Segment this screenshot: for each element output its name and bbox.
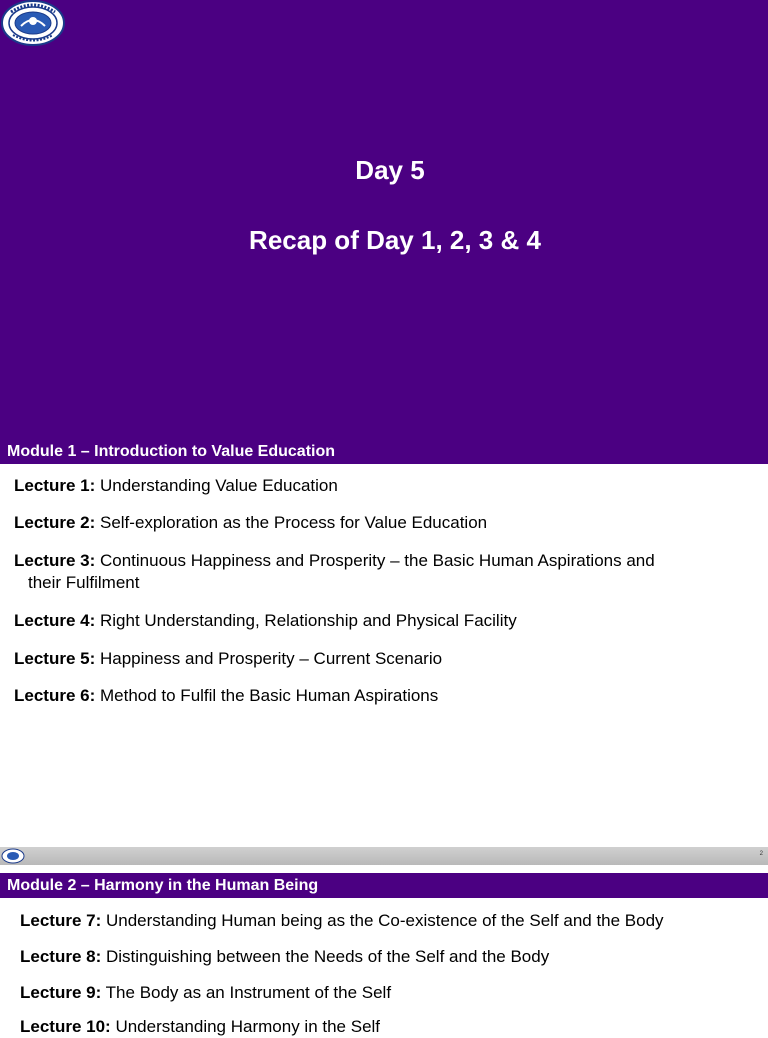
lecture-title: Continuous Happiness and Prosperity – the Basic Human Aspirations and: [99, 551, 655, 570]
lecture-label: Lecture 6:: [14, 686, 96, 705]
lecture-item: [14, 512, 759, 534]
university-seal-logo: [1, 0, 65, 46]
lecture-title: Understanding Human being as the Co-existence of the Self and the Body: [105, 911, 664, 930]
lecture-label: Lecture 5:: [14, 649, 96, 668]
lecture-item: [14, 685, 759, 707]
lecture-item: [20, 910, 765, 932]
lecture-item: [20, 1016, 765, 1038]
module-1-header: Module 1 – Introduction to Value Education: [0, 440, 768, 464]
lecture-item: [20, 982, 765, 1004]
lecture-title: Right Understanding, Relationship and Physical Facility: [99, 611, 517, 630]
lecture-label: Lecture 10:: [20, 1017, 111, 1036]
lecture-title: Understanding Harmony in the Self: [115, 1017, 381, 1036]
lecture-title-continued: their Fulfilment: [28, 573, 140, 592]
slide-footer-bar: [0, 847, 768, 865]
lecture-label: Lecture 2:: [14, 513, 96, 532]
lecture-item: [14, 648, 759, 670]
lecture-item: [20, 946, 765, 968]
recap-title: Recap of Day 1, 2, 3 & 4: [249, 225, 541, 255]
lecture-label: Lecture 8:: [20, 947, 102, 966]
lecture-label: Lecture 3:: [14, 551, 96, 570]
small-seal-logo: [1, 848, 25, 864]
lecture-item: [14, 550, 759, 594]
module-2-header: Module 2 – Harmony in the Human Being: [0, 873, 768, 898]
lecture-title: Distinguishing between the Needs of the Self and the Body: [105, 947, 550, 966]
lecture-label: Lecture 9:: [20, 983, 102, 1002]
lecture-label: Lecture 4:: [14, 611, 96, 630]
lecture-item: [14, 475, 759, 497]
lecture-title: Self-exploration as the Process for Value Education: [99, 513, 488, 532]
lecture-label: Lecture 7:: [20, 911, 102, 930]
lecture-label: Lecture 1:: [14, 476, 96, 495]
lecture-title: Understanding Value Education: [99, 476, 338, 495]
lecture-title: Happiness and Prosperity – Current Scenario: [99, 649, 443, 668]
page-number: 2: [759, 851, 763, 857]
lecture-item: [14, 610, 759, 632]
title-panel: [0, 0, 768, 440]
day-title: Day 5: [355, 155, 425, 185]
lecture-title: Method to Fulfil the Basic Human Aspirations: [99, 686, 439, 705]
slide-2-top-strip: [0, 865, 768, 873]
lecture-title: The Body as an Instrument of the Self: [105, 983, 392, 1002]
